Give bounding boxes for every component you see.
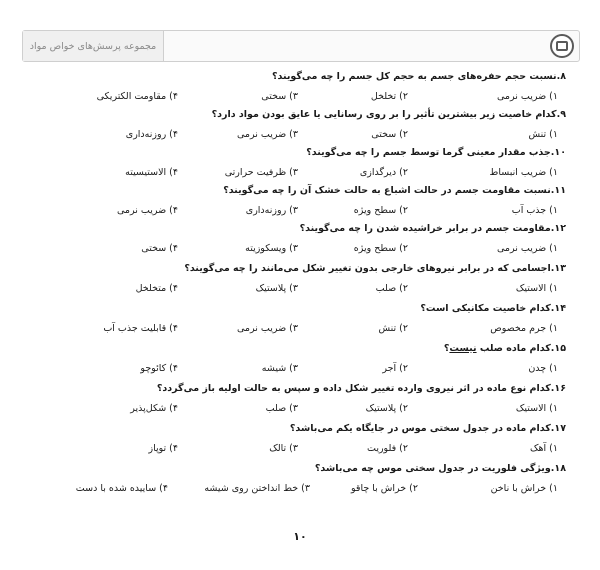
page-number: ۱۰: [293, 530, 307, 543]
question-stem: ۸.نسبت حجم حفره‌های جسم به حجم کل جسم را چه می‌گویند؟: [271, 71, 566, 82]
option-3: ۳) سختی: [261, 91, 298, 102]
option-3: ۳) تالک: [269, 443, 298, 454]
option-4: ۴) روزنه‌داری: [125, 129, 178, 140]
option-1: ۱) خراش با ناخن: [490, 483, 558, 494]
option-4: ۴) قابلیت جذب آب: [103, 323, 178, 334]
header-title: مجموعه پرسش‌های خواص مواد: [29, 40, 157, 52]
option-2: ۲) سطح ویژه: [353, 205, 408, 216]
option-3: ۳) ظرفیت حرارتی: [224, 167, 298, 178]
option-4: ۴) کائوچو: [140, 363, 178, 374]
option-2: ۲) فلوریت: [367, 443, 408, 454]
option-3: ۳) پلاستیک: [255, 283, 298, 294]
question-stem: ۱۶.کدام نوع ماده در اثر نیروی وارده تغییر شکل داده و سپس به حالت اولیه باز می‌گردد؟: [156, 383, 566, 394]
option-1: ۱) الاستیک: [515, 283, 558, 294]
option-2: ۲) پلاستیک: [365, 403, 408, 414]
option-4: ۴) الاستیسیته: [125, 167, 178, 178]
question-stem: ۱۲.مقاومت جسم در برابر خراشیده شدن را چه می‌گویند؟: [299, 223, 566, 234]
option-1: ۱) ضریب نرمی: [496, 91, 558, 102]
option-4: ۴) ضریب نرمی: [116, 205, 178, 216]
option-3: ۳) شیشه: [261, 363, 298, 374]
option-1: ۱) آهک: [530, 443, 558, 454]
option-4: ۴) ساییده شده با دست: [75, 483, 168, 494]
question-stem: ۱۸.ویژگی فلوریت در جدول سختی موس چه می‌باشد؟: [314, 463, 566, 474]
option-1: ۱) ضریب انبساط: [489, 167, 558, 178]
option-1: ۱) جرم مخصوص: [490, 323, 558, 334]
question-stem: ۱۳.اجسامی که در برابر نیروهای خارجی بدون تغییر شکل می‌مانند را چه می‌گویند؟: [184, 263, 566, 274]
option-3: ۳) ضریب نرمی: [236, 129, 298, 140]
option-3: ۳) ضریب نرمی: [236, 323, 298, 334]
option-1: ۱) تنش: [528, 129, 558, 140]
option-3: ۳) خط انداختن روی شیشه: [204, 483, 310, 494]
option-4: ۴) مقاومت الکتریکی: [96, 91, 178, 102]
option-2: ۲) سطح ویژه: [353, 243, 408, 254]
question-stem: ۱۷.کدام ماده در جدول سختی موس در جایگاه یکم می‌باشد؟: [289, 423, 566, 434]
option-1: ۱) الاستیک: [515, 403, 558, 414]
option-2: ۲) دیرگدازی: [359, 167, 408, 178]
question-stem: ۹.کدام خاصیت زیر بیشترین تأثیر را بر روی رسانایی یا عایق بودن مواد دارد؟: [211, 109, 566, 120]
option-3: ۳) ویسکوزیته: [245, 243, 298, 254]
option-2: ۲) تنش: [378, 323, 408, 334]
emphasis-word: نیست: [449, 343, 477, 354]
question-stem: ۱۴.کدام خاصیت مکانیکی است؟: [420, 303, 566, 314]
option-2: ۲) تخلخل: [370, 91, 408, 102]
option-2: ۲) آجر: [382, 363, 408, 374]
option-4: ۴) متخلخل: [135, 283, 178, 294]
option-4: ۴) سختی: [141, 243, 178, 254]
option-2: ۲) خراش با چاقو: [351, 483, 418, 494]
option-4: ۴) توپاز: [148, 443, 178, 454]
question-stem: ۱۱.نسبت مقاومت جسم در حالت اشباع به حالت خشک آن را چه می‌گویند؟: [223, 185, 566, 196]
option-2: ۲) صلب: [375, 283, 408, 294]
option-1: ۱) جذب آب: [511, 205, 558, 216]
option-3: ۳) روزنه‌داری: [245, 205, 298, 216]
option-3: ۳) صلب: [265, 403, 298, 414]
option-1: ۱) ضریب نرمی: [496, 243, 558, 254]
question-stem: ۱۰.جذب مقدار معینی گرما توسط جسم را چه می‌گویند؟: [306, 147, 566, 158]
option-4: ۴) شکل‌پذیر: [130, 403, 178, 414]
option-1: ۱) چدن: [528, 363, 558, 374]
question-stem: ۱۵.کدام ماده صلب نیست؟: [443, 343, 566, 354]
option-2: ۲) سختی: [371, 129, 408, 140]
